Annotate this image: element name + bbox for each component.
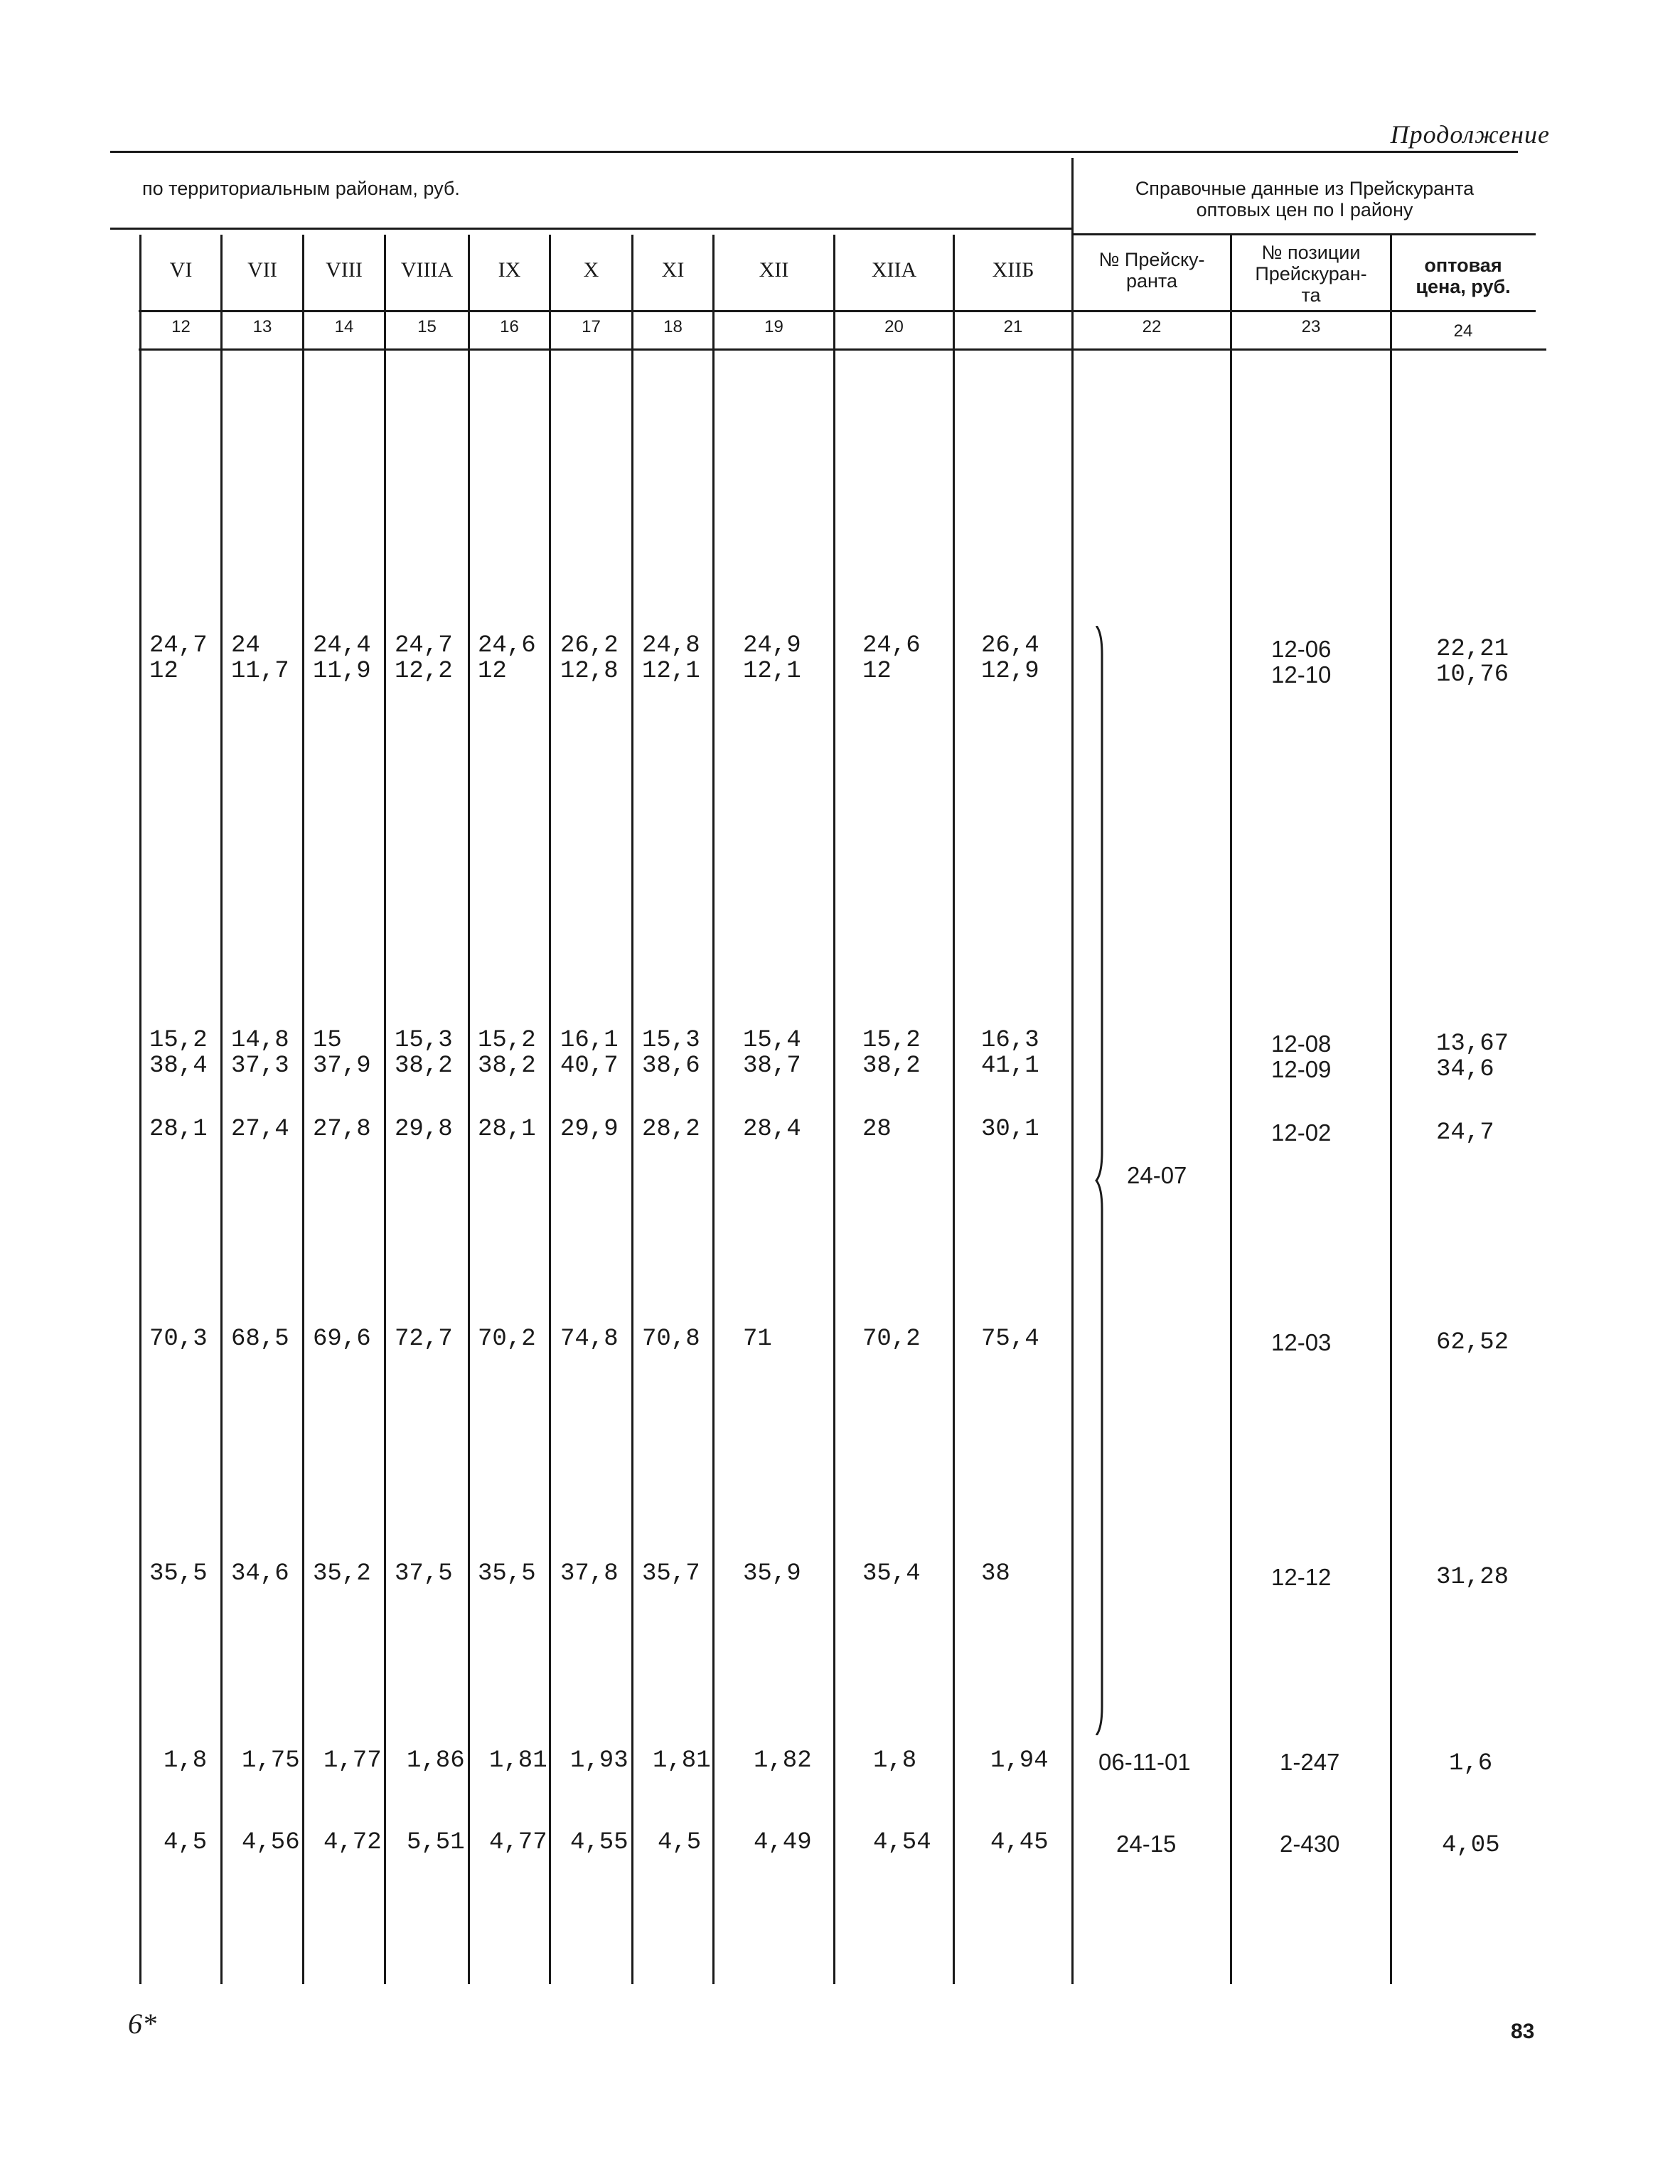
ref-header-line: цена, руб. (1416, 276, 1511, 297)
table-cell: 28,4 (743, 1116, 801, 1143)
table-cell: 1,8 (164, 1747, 208, 1774)
table-cell: 28,1 (478, 1116, 536, 1143)
table-cell: 1,94 (990, 1747, 1049, 1774)
column-header-rule (139, 310, 1536, 312)
column-rule (220, 235, 223, 1984)
table-cell: 70,8 (642, 1326, 700, 1353)
column-rule (631, 235, 633, 1984)
top-rule (110, 151, 1518, 153)
column-number: 13 (252, 317, 272, 336)
column-number: 12 (171, 317, 191, 336)
table-cell: 37,5 (395, 1560, 453, 1587)
table-cell: 15,2 38,2 (478, 1027, 536, 1080)
table-cell: 16,3 41,1 (981, 1027, 1039, 1080)
table-cell: 4,5 (164, 1829, 208, 1856)
regions-title-rule (110, 228, 1071, 230)
table-cell: 35,7 (642, 1560, 700, 1587)
table-cell: 15,2 38,4 (149, 1027, 208, 1080)
column-rule (302, 235, 304, 1984)
table-cell: 29,8 (395, 1116, 453, 1143)
ref-header-line: оптовая (1424, 255, 1502, 276)
table-cell: 75,4 (981, 1326, 1039, 1353)
price-cell: 31,28 (1436, 1564, 1509, 1591)
table-cell: 35,5 (149, 1560, 208, 1587)
table-cell: 35,9 (743, 1560, 801, 1587)
region-header-xiia: XIIA (871, 258, 917, 282)
table-cell: 24,7 12 (149, 632, 208, 685)
price-cell: 24,7 (1436, 1119, 1494, 1146)
grouping-brace (1095, 626, 1105, 1735)
table-cell: 4,77 (489, 1829, 547, 1856)
position-cell: 12-08 12-09 (1271, 1030, 1332, 1082)
reference-title-line: оптовых цен по I району (1196, 199, 1413, 220)
reference-title-rule (1074, 233, 1536, 235)
region-header-xiib: XIIБ (992, 258, 1034, 282)
region-header-vi: VI (169, 258, 193, 282)
table-cell: 1,81 (653, 1747, 711, 1774)
table-cell: 28,1 (149, 1116, 208, 1143)
reference-title (1077, 178, 1532, 220)
table-cell: 27,8 (313, 1116, 371, 1143)
table-cell: 29,9 (560, 1116, 619, 1143)
page-number: 83 (1511, 2020, 1535, 2043)
ref-header-price (1392, 255, 1534, 297)
table-cell: 1,77 (323, 1747, 382, 1774)
column-number: 14 (334, 317, 354, 336)
signature-mark: 6* (128, 2008, 156, 2040)
position-cell: 12-06 12-10 (1271, 636, 1332, 688)
table-cell: 15,4 38,7 (743, 1027, 801, 1080)
table-cell: 4,56 (242, 1829, 300, 1856)
column-number: 24 (1453, 321, 1473, 341)
table-cell: 24,8 12,1 (642, 632, 700, 685)
table-cell: 4,49 (754, 1829, 812, 1856)
table-cell: 24,9 12,1 (743, 632, 801, 685)
column-rule (712, 235, 715, 1984)
ref-header-position (1232, 242, 1390, 306)
column-number-rule (139, 348, 1546, 351)
table-cell: 24,6 12 (478, 632, 536, 685)
table-cell: 24 11,7 (231, 632, 289, 685)
table-cell: 35,2 (313, 1560, 371, 1587)
table-cell: 4,55 (570, 1829, 628, 1856)
region-header-ix: IX (498, 258, 521, 282)
region-header-xii: XII (759, 258, 789, 282)
price-list-cell: 06-11-01 (1098, 1749, 1191, 1775)
region-header-viii: VIII (326, 258, 363, 282)
table-cell: 24,7 12,2 (395, 632, 453, 685)
table-cell: 26,4 12,9 (981, 632, 1039, 685)
table-cell: 72,7 (395, 1326, 453, 1353)
table-cell: 28 (862, 1116, 892, 1143)
table-cell: 70,3 (149, 1326, 208, 1353)
column-number: 17 (582, 317, 601, 336)
column-rule (384, 235, 386, 1984)
price-cell: 62,52 (1436, 1329, 1509, 1356)
ref-header-line: Прейскуран- (1255, 263, 1367, 284)
table-cell: 24,6 12 (862, 632, 921, 685)
price-cell: 13,67 34,6 (1436, 1030, 1509, 1083)
table-cell: 35,4 (862, 1560, 921, 1587)
table-cell: 27,4 (231, 1116, 289, 1143)
price-cell: 1,6 (1449, 1750, 1493, 1777)
grouped-price-list: 24-07 (1127, 1162, 1187, 1188)
position-cell: 1-247 (1280, 1749, 1340, 1775)
table-cell: 26,2 12,8 (560, 632, 619, 685)
column-number: 21 (1003, 317, 1023, 336)
table-cell: 74,8 (560, 1326, 619, 1353)
table-cell: 15 37,9 (313, 1027, 371, 1080)
table-cell: 35,5 (478, 1560, 536, 1587)
column-rule (549, 235, 551, 1984)
position-cell: 12-03 (1271, 1329, 1332, 1355)
position-cell: 2-430 (1280, 1831, 1340, 1857)
region-header-vii: VII (247, 258, 277, 282)
table-cell: 1,8 (873, 1747, 917, 1774)
price-list-cell: 24-15 (1116, 1831, 1177, 1857)
table-cell: 16,1 40,7 (560, 1027, 619, 1080)
ref-header-price-list (1074, 249, 1230, 292)
table-cell: 24,4 11,9 (313, 632, 371, 685)
table-cell: 71 (743, 1326, 772, 1353)
region-header-xi: XI (661, 258, 685, 282)
region-header-x: X (583, 258, 599, 282)
table-cell: 1,93 (570, 1747, 628, 1774)
column-number: 19 (764, 317, 783, 336)
column-number: 16 (500, 317, 519, 336)
continuation-label: Продолжение (1390, 120, 1550, 149)
position-cell: 12-02 (1271, 1119, 1332, 1146)
table-cell: 38 (981, 1560, 1010, 1587)
column-rule (468, 235, 470, 1984)
table-cell: 15,2 38,2 (862, 1027, 921, 1080)
column-number: 20 (884, 317, 904, 336)
table-cell: 4,5 (658, 1829, 702, 1856)
ref-header-line: та (1301, 284, 1321, 306)
column-rule (139, 235, 141, 1984)
price-cell: 4,05 (1442, 1832, 1500, 1859)
table-cell: 1,86 (407, 1747, 465, 1774)
price-cell: 22,21 10,76 (1436, 636, 1509, 688)
table-cell: 14,8 37,3 (231, 1027, 289, 1080)
column-number: 15 (417, 317, 437, 336)
table-cell: 1,75 (242, 1747, 300, 1774)
table-cell: 70,2 (478, 1326, 536, 1353)
table-cell: 4,54 (873, 1829, 931, 1856)
regions-title: по территориальным районам, руб. (142, 178, 460, 199)
table-cell: 4,72 (323, 1829, 382, 1856)
ref-header-line: № Прейску- (1098, 249, 1205, 270)
table-cell: 4,45 (990, 1829, 1049, 1856)
column-rule (1390, 235, 1392, 1984)
table-cell: 28,2 (642, 1116, 700, 1143)
ref-header-line: ранта (1125, 270, 1178, 292)
table-cell: 15,3 38,6 (642, 1027, 700, 1080)
ref-header-line: № позиции (1261, 242, 1361, 263)
table-cell: 30,1 (981, 1116, 1039, 1143)
table-cell: 37,8 (560, 1560, 619, 1587)
table-cell: 69,6 (313, 1326, 371, 1353)
table-cell: 70,2 (862, 1326, 921, 1353)
table-cell: 15,3 38,2 (395, 1027, 453, 1080)
column-number: 23 (1301, 317, 1321, 336)
column-rule (1071, 158, 1074, 1984)
table-cell: 1,82 (754, 1747, 812, 1774)
region-header-viiia: VIIIA (400, 258, 454, 282)
column-number: 18 (663, 317, 683, 336)
reference-title-line: Справочные данные из Прейскуранта (1135, 178, 1475, 199)
table-cell: 68,5 (231, 1326, 289, 1353)
column-rule (953, 235, 955, 1984)
table-cell: 5,51 (407, 1829, 465, 1856)
column-number: 22 (1142, 317, 1162, 336)
table-cell: 34,6 (231, 1560, 289, 1587)
position-cell: 12-12 (1271, 1564, 1332, 1590)
column-rule (1230, 235, 1232, 1984)
column-rule (833, 235, 835, 1984)
table-cell: 1,81 (489, 1747, 547, 1774)
